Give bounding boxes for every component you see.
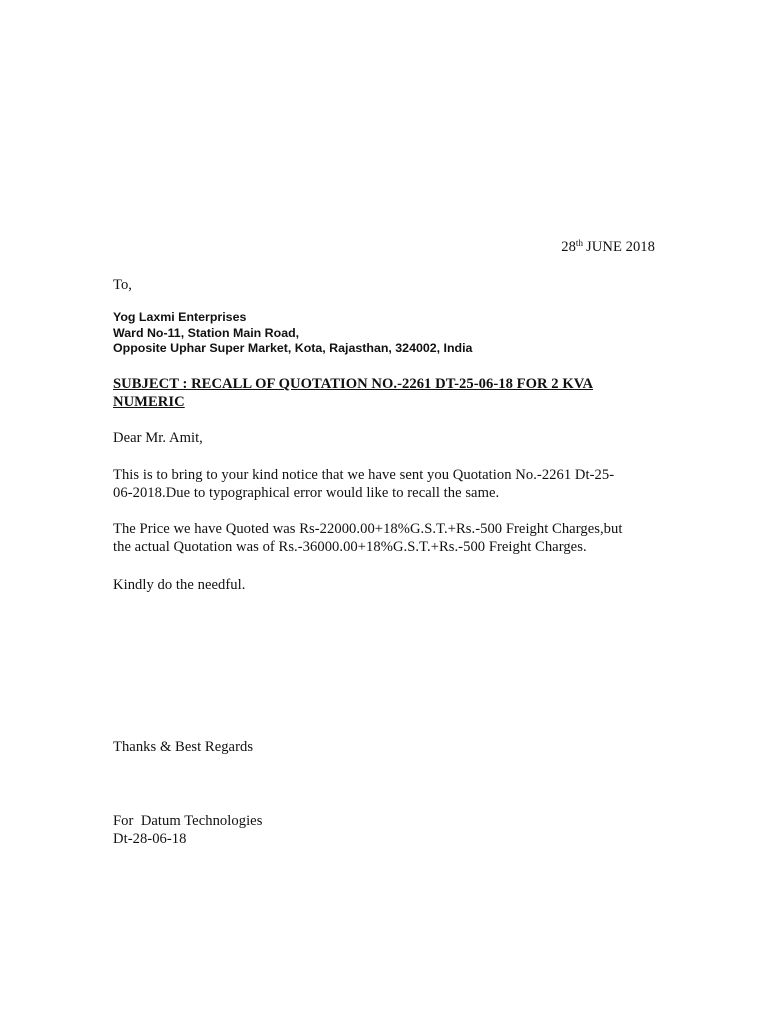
signoff-block [113,812,262,848]
date-month-year: JUNE 2018 [586,239,655,255]
signoff-company: For Datum Technologies [113,813,263,829]
paragraph-2-line-2: the actual Quotation was of Rs.-36000.00+18%G.S.T.+Rs.-500 Freight Charges. [113,539,587,555]
closing: Thanks & Best Regards [113,739,254,755]
body-paragraph-2 [113,520,663,556]
body-paragraph-1 [113,466,658,502]
subject-line-2: NUMERIC [113,394,185,410]
date-suffix: th [575,238,584,248]
recipient-name: Yog Laxmi Enterprises [113,310,247,324]
recipient-address-line-1: Ward No-11, Station Main Road, [113,325,300,340]
paragraph-1-line-2: 06-2018.Due to typographical error would like to recall the same. [113,485,500,501]
to-line: To, [113,277,132,293]
subject-line-1: SUBJECT : RECALL OF QUOTATION NO.-2261 DT-25-06-18 FOR 2 KVA [113,376,594,392]
date-day: 28 [561,239,576,255]
paragraph-1-line-1: This is to bring to your kind notice that we have sent you Quotation No.-2261 Dt-25- [113,467,615,483]
paragraph-2-line-1: The Price we have Quoted was Rs-22000.00+18%G.S.T.+Rs.-500 Freight Charges,but [113,521,623,537]
body-paragraph-3: Kindly do the needful. [113,577,246,593]
salutation: Dear Mr. Amit, [113,430,203,446]
recipient-address-block [113,310,472,357]
subject-heading [113,375,643,411]
recipient-address-line-2: Opposite Uphar Super Market, Kota, Rajasthan, 324002, India [113,341,473,355]
letter-date [561,238,655,256]
signoff-date: Dt-28-06-18 [113,831,187,847]
